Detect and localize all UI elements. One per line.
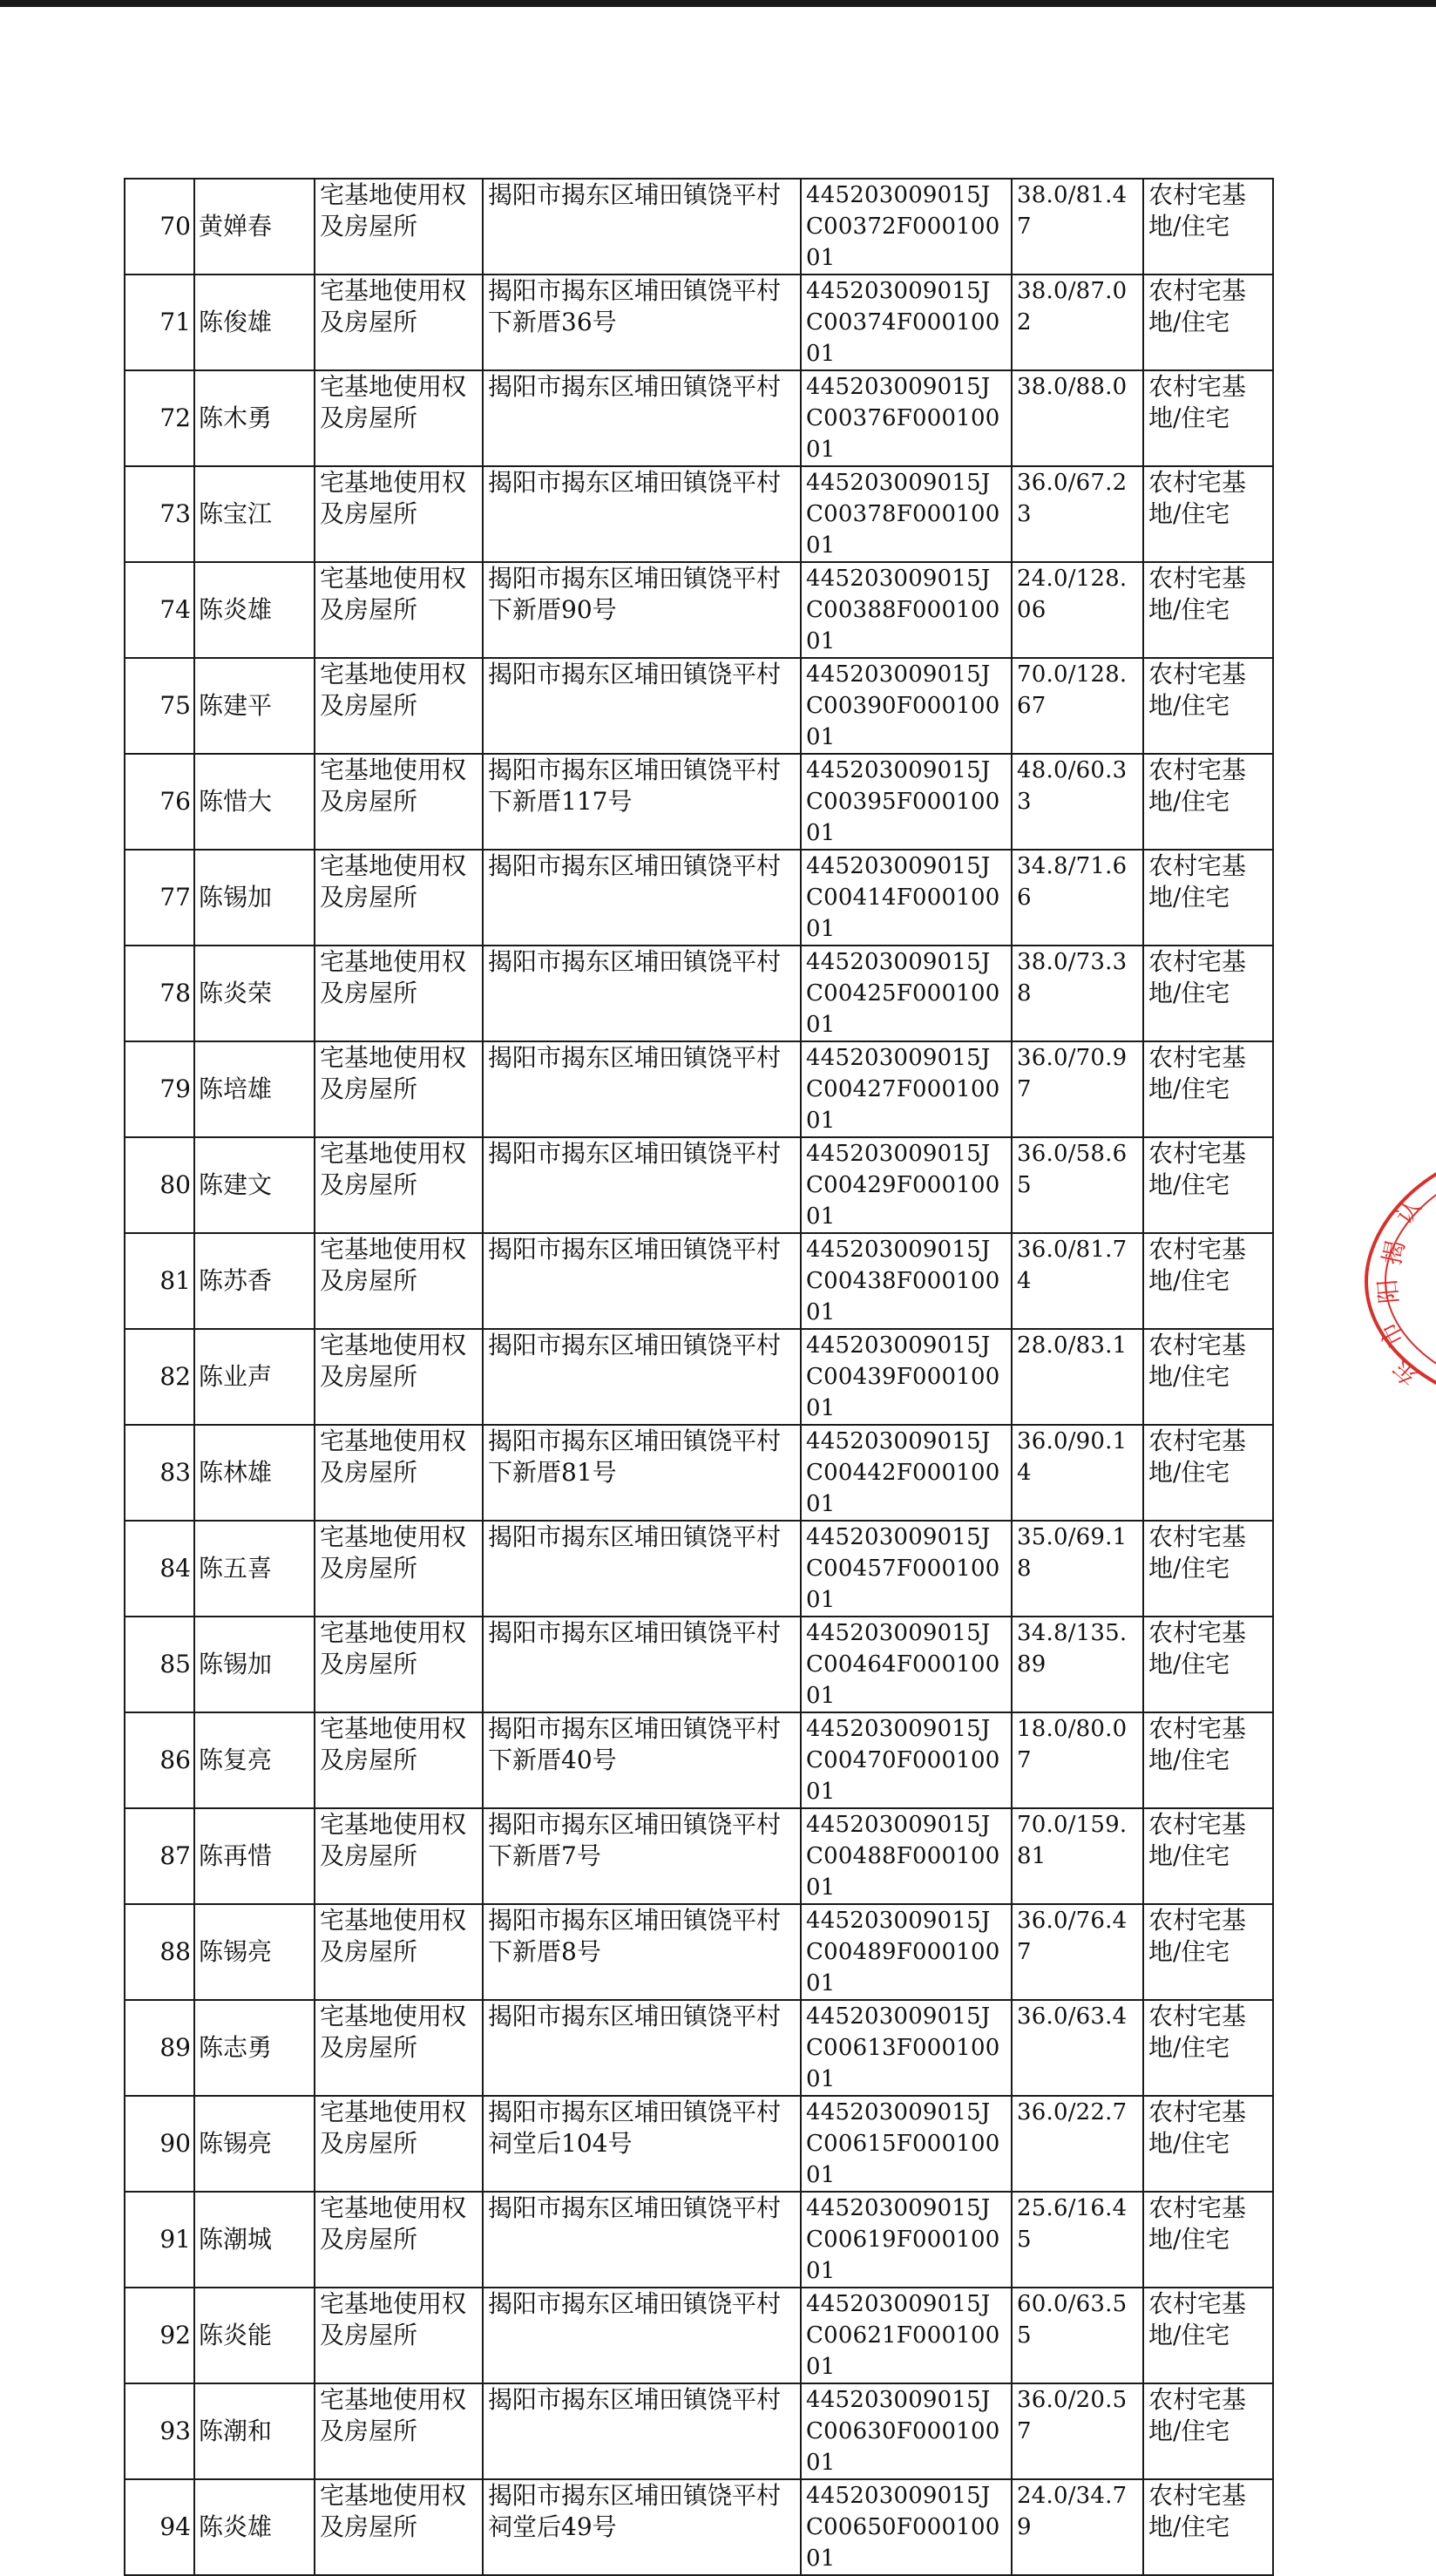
property-address-cell: 揭阳市揭东区埔田镇饶平村 [483,370,801,466]
svg-text:阳: 阳 [1372,1278,1404,1305]
table-row [125,2000,1273,2096]
unit-code-cell: 445203009015JC00390F00010001 [801,658,1012,754]
land-use-cell: 农村宅基地/住宅 [1143,2096,1273,2192]
owner-name-cell: 陈锡亮 [194,1904,315,2000]
unit-code-cell: 445203009015JC00630F00010001 [801,2383,1012,2479]
property-address-cell: 揭阳市揭东区埔田镇饶平村 [483,946,801,1041]
table-row [125,179,1273,275]
land-use-cell: 农村宅基地/住宅 [1143,466,1273,562]
unit-code-cell: 445203009015JC00388F00010001 [801,562,1012,658]
owner-name-cell: 陈木勇 [194,370,315,466]
right-type-cell: 宅基地使用权及房屋所 [315,1712,483,1808]
unit-code-cell: 445203009015JC00621F00010001 [801,2288,1012,2383]
table-row [125,658,1273,754]
right-type-cell: 宅基地使用权及房屋所 [315,1904,483,2000]
right-type-cell: 宅基地使用权及房屋所 [315,658,483,754]
row-number-cell: 91 [125,2192,194,2288]
right-type-cell: 宅基地使用权及房屋所 [315,2479,483,2575]
owner-name-cell: 陈俊雄 [194,275,315,370]
unit-code-cell: 445203009015JC00615F00010001 [801,2096,1012,2192]
area-value-cell: 38.0/81.47 [1012,179,1143,275]
owner-name-cell: 陈炎雄 [194,562,315,658]
property-address-cell: 揭阳市揭东区埔田镇饶平村 [483,2288,801,2383]
owner-name-cell: 陈炎荣 [194,946,315,1041]
area-value-cell: 36.0/81.74 [1012,1233,1143,1329]
owner-name-cell: 陈建文 [194,1137,315,1233]
table-row [125,562,1273,658]
table-body [125,179,1273,2575]
unit-code-cell: 445203009015JC00372F00010001 [801,179,1012,275]
area-value-cell: 36.0/58.65 [1012,1137,1143,1233]
right-type-cell: 宅基地使用权及房屋所 [315,466,483,562]
table-row [125,1712,1273,1808]
right-type-cell: 宅基地使用权及房屋所 [315,1137,483,1233]
row-number-cell: 77 [125,850,194,946]
land-use-cell: 农村宅基地/住宅 [1143,1617,1273,1712]
table-row [125,1808,1273,1904]
owner-name-cell: 陈锡亮 [194,2096,315,2192]
property-address-cell: 揭阳市揭东区埔田镇饶平村 [483,2000,801,2096]
unit-code-cell: 445203009015JC00442F00010001 [801,1425,1012,1521]
property-address-cell: 揭阳市揭东区埔田镇饶平村 [483,1041,801,1137]
right-type-cell: 宅基地使用权及房屋所 [315,1233,483,1329]
unit-code-cell: 445203009015JC00457F00010001 [801,1521,1012,1617]
unit-code-cell: 445203009015JC00378F00010001 [801,466,1012,562]
owner-name-cell: 陈潮城 [194,2192,315,2288]
property-address-cell: 揭阳市揭东区埔田镇饶平村 [483,2383,801,2479]
row-number-cell: 92 [125,2288,194,2383]
owner-name-cell: 陈志勇 [194,2000,315,2096]
property-address-cell: 揭阳市揭东区埔田镇饶平村下新厝117号 [483,754,801,850]
right-type-cell: 宅基地使用权及房屋所 [315,1425,483,1521]
right-type-cell: 宅基地使用权及房屋所 [315,370,483,466]
table-row [125,1521,1273,1617]
property-address-cell: 揭阳市揭东区埔田镇饶平村 [483,850,801,946]
right-type-cell: 宅基地使用权及房屋所 [315,754,483,850]
row-number-cell: 82 [125,1329,194,1425]
owner-name-cell: 陈炎雄 [194,2479,315,2575]
right-type-cell: 宅基地使用权及房屋所 [315,179,483,275]
right-type-cell: 宅基地使用权及房屋所 [315,1808,483,1904]
owner-name-cell: 陈培雄 [194,1041,315,1137]
land-use-cell: 农村宅基地/住宅 [1143,1808,1273,1904]
property-address-cell: 揭阳市揭东区埔田镇饶平村 [483,1617,801,1712]
row-number-cell: 94 [125,2479,194,2575]
property-address-cell: 揭阳市揭东区埔田镇饶平村 [483,466,801,562]
svg-text:揭: 揭 [1377,1237,1411,1268]
table-row [125,2192,1273,2288]
row-number-cell: 73 [125,466,194,562]
table-row [125,1329,1273,1425]
property-address-cell: 揭阳市揭东区埔田镇饶平村下新厝90号 [483,562,801,658]
unit-code-cell: 445203009015JC00619F00010001 [801,2192,1012,2288]
property-registry-table [124,178,1274,2576]
row-number-cell: 83 [125,1425,194,1521]
row-number-cell: 90 [125,2096,194,2192]
area-value-cell: 60.0/63.55 [1012,2288,1143,2383]
area-value-cell: 48.0/60.33 [1012,754,1143,850]
table-row [125,1425,1273,1521]
unit-code-cell: 445203009015JC00438F00010001 [801,1233,1012,1329]
owner-name-cell: 陈五喜 [194,1521,315,1617]
right-type-cell: 宅基地使用权及房屋所 [315,1521,483,1617]
official-seal-stamp [1359,1129,1436,1425]
land-use-cell: 农村宅基地/住宅 [1143,658,1273,754]
area-value-cell: 38.0/88.0 [1012,370,1143,466]
unit-code-cell: 445203009015JC00374F00010001 [801,275,1012,370]
area-value-cell: 35.0/69.18 [1012,1521,1143,1617]
land-use-cell: 农村宅基地/住宅 [1143,754,1273,850]
property-address-cell: 揭阳市揭东区埔田镇饶平村 [483,2192,801,2288]
owner-name-cell: 陈惜大 [194,754,315,850]
row-number-cell: 88 [125,1904,194,2000]
area-value-cell: 36.0/22.7 [1012,2096,1143,2192]
area-value-cell: 25.6/16.45 [1012,2192,1143,2288]
area-value-cell: 24.0/128.06 [1012,562,1143,658]
row-number-cell: 76 [125,754,194,850]
owner-name-cell: 陈业声 [194,1329,315,1425]
row-number-cell: 75 [125,658,194,754]
unit-code-cell: 445203009015JC00429F00010001 [801,1137,1012,1233]
table-row [125,2096,1273,2192]
area-value-cell: 28.0/83.1 [1012,1329,1143,1425]
owner-name-cell: 黄婵春 [194,179,315,275]
land-use-cell: 农村宅基地/住宅 [1143,850,1273,946]
property-address-cell: 揭阳市揭东区埔田镇饶平村祠堂后104号 [483,2096,801,2192]
unit-code-cell: 445203009015JC00439F00010001 [801,1329,1012,1425]
land-use-cell: 农村宅基地/住宅 [1143,1041,1273,1137]
row-number-cell: 81 [125,1233,194,1329]
land-use-cell: 农村宅基地/住宅 [1143,2192,1273,2288]
row-number-cell: 71 [125,275,194,370]
area-value-cell: 34.8/71.66 [1012,850,1143,946]
table-row [125,2383,1273,2479]
table-row [125,2288,1273,2383]
svg-text:东: 东 [1386,1353,1425,1392]
land-use-cell: 农村宅基地/住宅 [1143,2288,1273,2383]
unit-code-cell: 445203009015JC00425F00010001 [801,946,1012,1041]
table-row [125,2479,1273,2575]
owner-name-cell: 陈建平 [194,658,315,754]
right-type-cell: 宅基地使用权及房屋所 [315,562,483,658]
table-row [125,754,1273,850]
table-row [125,1137,1273,1233]
table-row [125,275,1273,370]
row-number-cell: 93 [125,2383,194,2479]
property-address-cell: 揭阳市揭东区埔田镇饶平村祠堂后49号 [483,2479,801,2575]
area-value-cell: 36.0/90.14 [1012,1425,1143,1521]
unit-code-cell: 445203009015JC00650F00010001 [801,2479,1012,2575]
land-use-cell: 农村宅基地/住宅 [1143,1137,1273,1233]
land-use-cell: 农村宅基地/住宅 [1143,179,1273,275]
right-type-cell: 宅基地使用权及房屋所 [315,2383,483,2479]
land-use-cell: 农村宅基地/住宅 [1143,1329,1273,1425]
owner-name-cell: 陈宝江 [194,466,315,562]
area-value-cell: 38.0/73.38 [1012,946,1143,1041]
land-use-cell: 农村宅基地/住宅 [1143,1521,1273,1617]
right-type-cell: 宅基地使用权及房屋所 [315,1041,483,1137]
table-row [125,1041,1273,1137]
unit-code-cell: 445203009015JC00395F00010001 [801,754,1012,850]
table-row [125,1617,1273,1712]
table-row [125,946,1273,1041]
property-address-cell: 揭阳市揭东区埔田镇饶平村 [483,1137,801,1233]
row-number-cell: 74 [125,562,194,658]
row-number-cell: 72 [125,370,194,466]
land-use-cell: 农村宅基地/住宅 [1143,2383,1273,2479]
row-number-cell: 78 [125,946,194,1041]
area-value-cell: 36.0/20.57 [1012,2383,1143,2479]
right-type-cell: 宅基地使用权及房屋所 [315,2288,483,2383]
unit-code-cell: 445203009015JC00376F00010001 [801,370,1012,466]
svg-text:认: 认 [1389,1193,1427,1230]
unit-code-cell: 445203009015JC00489F00010001 [801,1904,1012,2000]
right-type-cell: 宅基地使用权及房屋所 [315,1617,483,1712]
table-row [125,370,1273,466]
area-value-cell: 24.0/34.79 [1012,2479,1143,2575]
area-value-cell: 36.0/63.4 [1012,2000,1143,2096]
table-row [125,1233,1273,1329]
land-use-cell: 农村宅基地/住宅 [1143,2000,1273,2096]
row-number-cell: 86 [125,1712,194,1808]
land-use-cell: 农村宅基地/住宅 [1143,1233,1273,1329]
owner-name-cell: 陈再惜 [194,1808,315,1904]
area-value-cell: 34.8/135.89 [1012,1617,1143,1712]
table-row [125,850,1273,946]
table-row [125,1904,1273,2000]
property-address-cell: 揭阳市揭东区埔田镇饶平村下新厝8号 [483,1904,801,2000]
area-value-cell: 18.0/80.07 [1012,1712,1143,1808]
land-use-cell: 农村宅基地/住宅 [1143,275,1273,370]
svg-text:市: 市 [1372,1316,1411,1352]
unit-code-cell: 445203009015JC00488F00010001 [801,1808,1012,1904]
unit-code-cell: 445203009015JC00427F00010001 [801,1041,1012,1137]
land-use-cell: 农村宅基地/住宅 [1143,2479,1273,2575]
right-type-cell: 宅基地使用权及房屋所 [315,1329,483,1425]
table-row [125,466,1273,562]
land-use-cell: 农村宅基地/住宅 [1143,1904,1273,2000]
area-value-cell: 70.0/159.81 [1012,1808,1143,1904]
row-number-cell: 87 [125,1808,194,1904]
owner-name-cell: 陈炎能 [194,2288,315,2383]
property-address-cell: 揭阳市揭东区埔田镇饶平村 [483,658,801,754]
area-value-cell: 38.0/87.02 [1012,275,1143,370]
property-address-cell: 揭阳市揭东区埔田镇饶平村下新厝36号 [483,275,801,370]
land-use-cell: 农村宅基地/住宅 [1143,370,1273,466]
area-value-cell: 70.0/128.67 [1012,658,1143,754]
top-border-line [0,0,1436,7]
land-use-cell: 农村宅基地/住宅 [1143,1425,1273,1521]
row-number-cell: 79 [125,1041,194,1137]
property-address-cell: 揭阳市揭东区埔田镇饶平村 [483,179,801,275]
area-value-cell: 36.0/76.47 [1012,1904,1143,2000]
owner-name-cell: 陈锡加 [194,1617,315,1712]
row-number-cell: 80 [125,1137,194,1233]
property-address-cell: 揭阳市揭东区埔田镇饶平村 [483,1329,801,1425]
unit-code-cell: 445203009015JC00414F00010001 [801,850,1012,946]
property-address-cell: 揭阳市揭东区埔田镇饶平村 [483,1233,801,1329]
area-value-cell: 36.0/67.23 [1012,466,1143,562]
right-type-cell: 宅基地使用权及房屋所 [315,275,483,370]
property-address-cell: 揭阳市揭东区埔田镇饶平村下新厝7号 [483,1808,801,1904]
owner-name-cell: 陈复亮 [194,1712,315,1808]
right-type-cell: 宅基地使用权及房屋所 [315,946,483,1041]
right-type-cell: 宅基地使用权及房屋所 [315,2192,483,2288]
unit-code-cell: 445203009015JC00613F00010001 [801,2000,1012,2096]
unit-code-cell: 445203009015JC00464F00010001 [801,1617,1012,1712]
row-number-cell: 70 [125,179,194,275]
right-type-cell: 宅基地使用权及房屋所 [315,2000,483,2096]
owner-name-cell: 陈林雄 [194,1425,315,1521]
area-value-cell: 36.0/70.97 [1012,1041,1143,1137]
land-use-cell: 农村宅基地/住宅 [1143,946,1273,1041]
unit-code-cell: 445203009015JC00470F00010001 [801,1712,1012,1808]
row-number-cell: 89 [125,2000,194,2096]
land-use-cell: 农村宅基地/住宅 [1143,1712,1273,1808]
property-address-cell: 揭阳市揭东区埔田镇饶平村下新厝81号 [483,1425,801,1521]
right-type-cell: 宅基地使用权及房屋所 [315,850,483,946]
land-use-cell: 农村宅基地/住宅 [1143,562,1273,658]
property-address-cell: 揭阳市揭东区埔田镇饶平村 [483,1521,801,1617]
owner-name-cell: 陈锡加 [194,850,315,946]
owner-name-cell: 陈苏香 [194,1233,315,1329]
row-number-cell: 85 [125,1617,194,1712]
property-address-cell: 揭阳市揭东区埔田镇饶平村下新厝40号 [483,1712,801,1808]
right-type-cell: 宅基地使用权及房屋所 [315,2096,483,2192]
owner-name-cell: 陈潮和 [194,2383,315,2479]
row-number-cell: 84 [125,1521,194,1617]
